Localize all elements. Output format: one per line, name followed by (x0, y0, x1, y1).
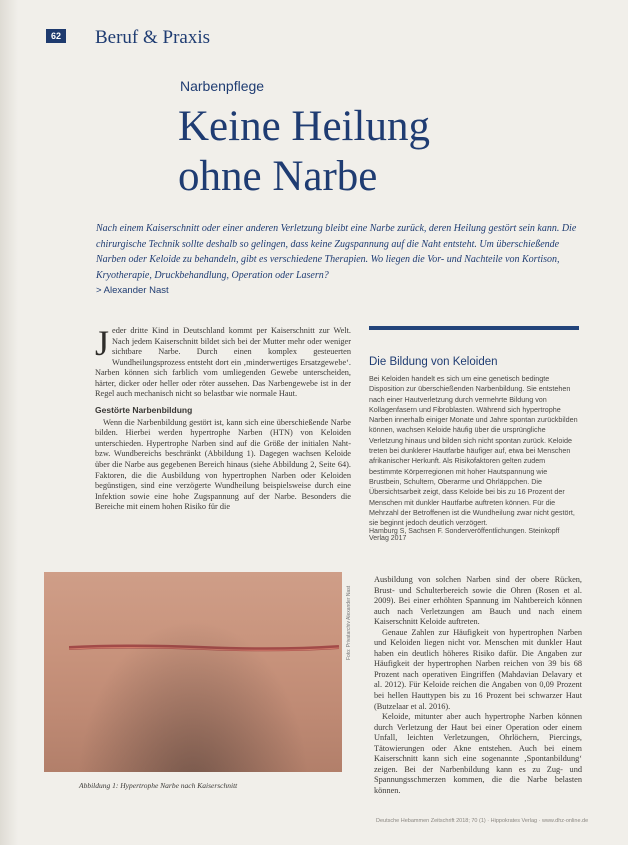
col2-paragraph-2: Genaue Zahlen zur Häufigkeit von hypertrophen Narben und Keloiden liegen nicht vor. Menschen mit dunkler Haut haben ein deutlich höheres Risiko dafür. Die Angaben zur Häufigkeit der hypertrophen Narben reichen von 39 bis 68 Prozent nach operativen Eingriffen (Mahdavian Delavary et al. 2012). Für Keloide reichen die Angaben von 0,09 Prozent bei hellen Hauttypen bis zu 16 Prozent bei schwarzer Haut (Butzelaar et al. 2016). (374, 627, 582, 711)
photo-credit: Foto: Privatarchiv Alexander Nast (346, 585, 352, 660)
section-title: Beruf & Praxis (95, 27, 211, 48)
info-box-title: Die Bildung von Keloiden (369, 356, 498, 368)
intro-text: eder dritte Kind in Deutschland kommt per Kaiserschnitt zur Welt. Nach jedem Kaiserschnitt bildet sich bei der Mutter mehr oder weniger sichtbare Narbe. Durch einen komplex gesteuerten Wundheilungsprozess entsteht dort ein ‚minderwertiges Ersatzgewebe‘. Narben können sich farblich vom umliegenden Gewebe unterscheiden, härter, dicker oder heller oder röter aussehen. Das Narbengewebe ist in der Regel auch mechanisch nicht so belastbar wie normale Haut. (95, 326, 351, 399)
page-edge (0, 0, 18, 845)
intro-paragraph (95, 323, 351, 400)
author-byline: > Alexander Nast (96, 285, 169, 297)
article-title (178, 102, 430, 202)
drop-cap: J (95, 323, 110, 363)
body-paragraph: Wenn die Narbenbildung gestört ist, kann sich eine überschießende Narbe bilden. Hierbei werden hypertrophe Narben (HTN) von Keloiden unterschieden. Hypertrophe Narben sind auf die Größe der initialen Naht- bzw. Wundbereichs beschränkt (Abbildung 1). Dagegen wachsen Keloide über die Narbe aus gegebenen Bereich hinaus (siehe Abbildung 2, Seite 64). Faktoren, die die Ausbildung von hypertrophen Narben oder Keloiden begünstigen, sind eine verzögerte Wundheilung beispielsweise durch eine Infektion sowie eine hohe Zugspannung auf der Narbe. Besonders die Bereiche mit einem hohen Risiko für die (95, 417, 351, 512)
col2-paragraph-3: Keloide, mitunter aber auch hypertrophe Narben können durch Verletzung der Haut bei einer Operation oder einem Unfall, leichten Verletzungen, Ohrlöchern, Piercings, Tätowierungen oder Akne entstehen. Auch bei einem Kaiserschnitt kann sich eine sogenannte ‚Spontanbildung‘ zeigen. Bei der Narbenbildung kann es zu Zug- und Spannungsschmerzen kommen, die die Narbe belasten können. (374, 712, 582, 795)
info-box-source: Hamburg S, Sachsen F. Sonderveröffentlichungen. Steinkopff Verlag 2017 (369, 528, 560, 543)
lead-text: Nach einem Kaiserschnitt oder einer anderen Verletzung bleibt eine Narbe zurück, deren Heilung gestört sein kann. Die chirurgische Technik sollte deshalb so gelingen, dass keine Zugspannung auf die Naht entsteht. Um überschießende Narben oder Keloide zu behandeln, gibt es verschiedene Therapien. Wo liegen die Vor- und Nachteile von Kortison, Kryotherapie, Druckbehandlung, Operation oder Lasern? (96, 223, 577, 281)
info-box-text: Bei Keloiden handelt es sich um eine genetisch bedingte Disposition zur überschießenden Narbenbildung. Sie entstehen nach einer Hautverletzung durch vermehrte Bildung von Kollagenfasern und Fibroblasten. Während sich hypertrophe Narben innerhalb einiger Monate und Jahre spontan zurückbilden können, wachsen Keloide häufig über die ursprüngliche Verletzung hinaus und bilden sich nicht spontan zurück. Keloide treten bei dunklerer Hautfarbe häufiger auf, etwa bei Menschen afrikanischer Herkunft. Als Risikofaktoren gelten zudem bestimmte Körperregionen mit hoher Hautspannung wie Brustbein, Schultern, Oberarme und Ohrläppchen. Die Übersichtsarbeit zeigt, dass Keloide bei bis zu 16 Prozent der Menschen mit dunkler Hautfarbe auftreten können. Für die Mehrzahl der Betroffenen ist die Wundheilung zwar nicht gestört, sie beginnt jedoch deutlich verzögert. (369, 374, 578, 528)
info-box (369, 326, 579, 542)
figure-caption: Abbildung 1: Hypertrophe Narbe nach Kaiserschnitt (79, 781, 238, 790)
subheading: Gestörte Narbenbildung (95, 404, 193, 415)
page-footer: Deutsche Hebammen Zeitschrift 2018; 70 (1) · Hippokrates Verlag · www.dhz-online.de (376, 818, 589, 824)
photo-shading (44, 572, 342, 772)
article-lead (96, 221, 584, 299)
article-kicker: Narbenpflege (180, 78, 265, 94)
title-line-1: Keine Heilung (178, 103, 430, 150)
body-column-1 (95, 323, 351, 513)
info-box-bar (369, 326, 579, 330)
scar-photo (44, 572, 342, 772)
col2-paragraph-1: Ausbildung von solchen Narben sind der obere Rücken, Brust- und Schulterbereich sowie die Ohren (Rosen et al. 2009). Bei einer erhöhten Spannung im Nahtbereich können auch nach Verletzungen am Bauch und nach einem Kaiserschnitt Keloide auftreten. (374, 575, 582, 627)
page-number: 62 (46, 29, 66, 43)
title-line-2: ohne Narbe (178, 153, 378, 200)
body-column-2 (374, 575, 582, 796)
